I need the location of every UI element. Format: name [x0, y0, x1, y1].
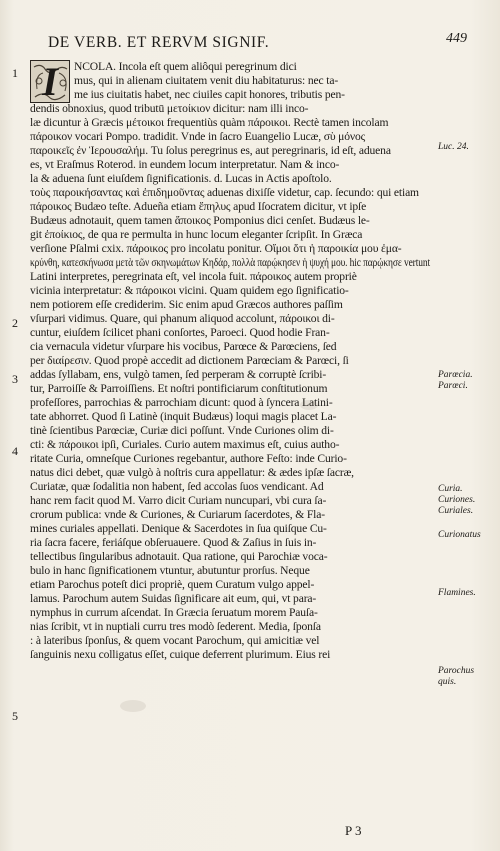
text-line: nymphus in currum aſcendat. In Græcia ſeruatum morem Pauſa- — [30, 606, 318, 619]
text-line: dendis obnoxius, quod tributū μετοίκιον dicitur: nam illi inco- — [30, 102, 309, 115]
text-line: tellectibus ſingularibus adnotauit. Qua ratione, qui Parochiæ voca- — [30, 550, 328, 563]
text-line: mines curiales appellati. Denique & Sacerdotes in ſua quiſque Cu- — [30, 522, 327, 535]
text-line: Budæus adnotauit, quem tamen ἄποικος Pomponius dici cenſet. Budæus le- — [30, 214, 370, 227]
paper-stain — [120, 700, 146, 712]
side-note: Flamines. — [438, 588, 476, 598]
side-note: Luc. 24. — [438, 142, 469, 152]
text-line: ria ſacra facere, feriáſque obſeruauere. Quod & Zaſius in ſuis in- — [30, 536, 317, 549]
margin-number: 1 — [12, 66, 18, 80]
text-line: per διαίρεσιν. Quod propè accedit ad dictionem Parœciam & Parœci, ſi — [30, 354, 349, 367]
margin-number: 3 — [12, 372, 18, 386]
text-line: cti: & πάροικοι ipſi, Curiales. Curio autem maximus eſt, cuius autho- — [30, 438, 340, 451]
text-line: : à lateribus ſponſus, & quem vocant Parochum, qui amicitiæ vel — [30, 634, 320, 647]
decorated-initial — [30, 60, 70, 103]
text-line: crorum publica: vnde & Curiones, & Curiarum ſacerdotes, & Fla- — [30, 508, 325, 521]
text-line: es, vt Eraſmus Roterod. in eundem locum interpretatur. Nam & inco- — [30, 158, 340, 171]
text-line: natus dici debet, quæ vulgò à noſtris cura appellatur: & ædes ipſæ ſacræ, — [30, 466, 354, 479]
text-line: Latini interpretes, peregrinata eſt, vel incola fuit. πάροικος autem propriè — [30, 270, 357, 283]
side-note: Curia. — [438, 484, 463, 494]
text-line: cia vernacula videtur vſurpare his vocibus, Parœce & Parœciens, ſed — [30, 340, 337, 353]
text-line: git ἐποίκιος, de qua re permulta in hunc locum eleganter ſcripſit. In Græca — [30, 228, 363, 241]
text-line: profeſſores, parrochias & parrochiam dicunt: quod à ſyncera Latini- — [30, 396, 333, 409]
text-line: hanc rem facit quod M. Varro dicit Curiam nuncupari, vbi cura ſa- — [30, 494, 327, 507]
text-line: NCOLA. Incola eſt quem aliôqui peregrinum dici — [74, 60, 297, 73]
text-line: la & aduena ſunt eiuſdem ſignificationis. d. Lucas in Actis apoſtolo. — [30, 172, 332, 185]
text-line: tinè ſcientibus Parœciæ, Curiæ dici poſſunt. Vnde Curiones olim di- — [30, 424, 334, 437]
running-head: DE VERB. ET RERVM SIGNIF. — [48, 34, 270, 51]
text-line: cuntur, eiuſdem ſcilicet phani conſortes, Paroeci. Quod hodie Fran- — [30, 326, 330, 339]
side-note: quis. — [438, 677, 457, 687]
signature-mark: P 3 — [345, 823, 362, 838]
margin-number: 4 — [12, 444, 18, 458]
text-line: Curiatæ, quæ ſodalitia non habent, ſed accolas ſuos vendicant. Ad — [30, 480, 324, 493]
text-line: vſurpari vidimus. Quare, qui phanum aliquod accolunt, πάροικοι di- — [30, 312, 335, 325]
text-line: nem potiorem eſſe crediderim. Sic enim apud Græcos authores paſſim — [30, 298, 343, 311]
side-note: Parœci. — [438, 381, 468, 391]
text-line: τοὺς παροικήσαντας καὶ ἐπιδημοῦντας aduenas dixiſſe videtur, cap. ſecundo: qui etiam — [30, 186, 419, 199]
text-line: etiam Parochus poteſt dici propriè, quem Curatum vulgo appel- — [30, 578, 315, 591]
side-note: Curiones. — [438, 495, 476, 505]
text-line: ritate Curia, omneſque Curiones regebantur, authore Feſto: inde Curio- — [30, 452, 347, 465]
text-line: lamus. Parochum autem Suidas ſignificare ait eum, qui, vt para- — [30, 592, 317, 605]
side-note: Curionatus — [438, 530, 481, 540]
margin-number: 2 — [12, 316, 18, 330]
text-line: bulo in hanc ſignificationem vtuntur, abutuntur prorſus. Neque — [30, 564, 310, 577]
side-note: Curiales. — [438, 506, 474, 516]
page-number: 449 — [446, 31, 467, 46]
text-line: verſione Pſalmi cxix. πάροικος pro incolatu ponitur. Οἴμοι ὅτι ἡ παροικία μου ἐμα- — [30, 242, 402, 255]
text-line: tur, Parroiſſe & Parroiſſiens. Et noſtri pontificiarum conſtitutionum — [30, 382, 328, 395]
side-note: Parochus — [438, 666, 475, 676]
text-line: πάροικος Budæo teſte. Adueña etiam ἔπηλυς apud Iſocratem dicitur, vt ipſe — [30, 200, 367, 213]
text-line: mus, qui in alienam ciuitatem venit diu habitaturus: nec ta- — [74, 74, 339, 87]
dropcap-letter: I — [42, 58, 58, 104]
text-line: tate abhorret. Quod ſi Latinè (inquit Budæus) loqui magis placet La- — [30, 410, 337, 423]
text-line: παροικεῖς ἐν Ἱερουσαλήμ. Tu ſolus peregrinus es, aut peregrinaris, id eſt, aduena — [30, 144, 391, 157]
text-line: me ius ciuitatis habet, nec ciuiles capit honores, tributis pen- — [74, 88, 345, 101]
text-line: κρύνθη, κατεσκήνωσα μετὰ τῶν σκηνωμάτων Κηδάρ, πολλὰ παρῴκησεν ἡ ψυχή μου. hic παρῴκησε vertunt — [30, 256, 430, 269]
side-note: Parœcia. — [438, 370, 473, 380]
text-line: πάροικον vocari Pompo. tradidit. Vnde in ſacro Euangelio Lucæ, σὺ μόνος — [30, 130, 366, 143]
text-line: vicinia interpretatur: & πάροικοι vicini. Quam quidem ego ſignificatio- — [30, 284, 349, 297]
text-line: ſanguinis nexu colligatus eſſet, cuique deferrent plurimum. Eius rei — [30, 648, 331, 661]
paper-stain — [300, 400, 318, 410]
text-line: læ dicuntur à Græcis μέτοικοι frequentiùs quàm πάροικοι. Rectè tamen incolam — [30, 116, 389, 129]
margin-number: 5 — [12, 709, 18, 723]
text-line: addas ſyllabam, ens, vulgò tamen, ſed perperam & corruptè ſcribi- — [30, 368, 327, 381]
text-line: nias ſcribit, vt in nuptiali curru tres modò ſederent. Media, ſponſa — [30, 620, 321, 633]
